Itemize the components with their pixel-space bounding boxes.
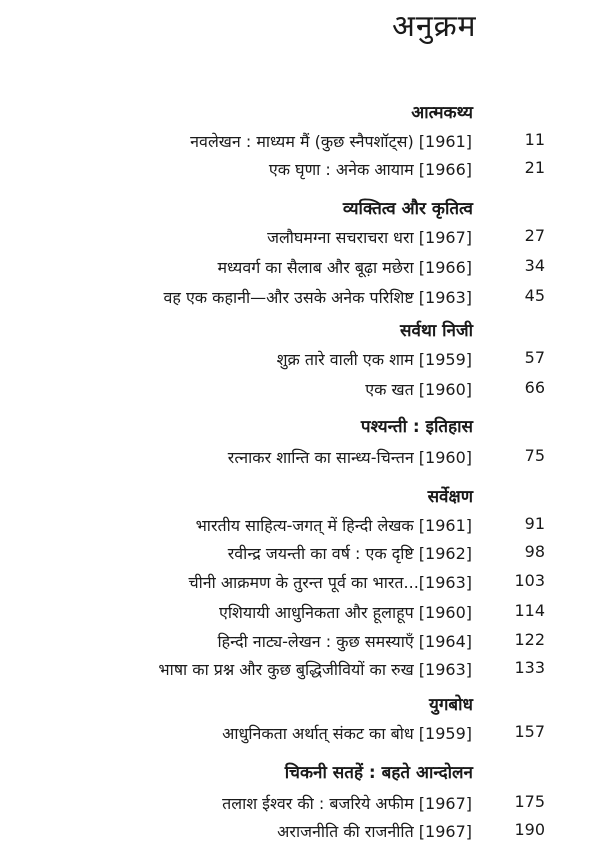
toc-entry-page-number: 114 xyxy=(514,601,545,620)
toc-entry-page-number: 21 xyxy=(524,158,545,177)
toc-entry-title[interactable]: तलाश ईश्वर की : बजरिये अफीम [1967] xyxy=(222,794,472,813)
toc-entry-title[interactable]: एक घृणा : अनेक आयाम [1966] xyxy=(268,160,472,179)
toc-entry-title[interactable]: हिन्दी नाट्य-लेखन : कुछ समस्याएँ [1964] xyxy=(217,632,472,651)
toc-entry-page-number: 175 xyxy=(514,792,545,811)
toc-entry-title[interactable]: जलौघमग्ना सचराचरा धरा [1967] xyxy=(267,228,472,247)
toc-entry-page-number: 98 xyxy=(524,542,545,561)
toc-entry-title[interactable]: एशियायी आधुनिकता और हूलाहूप [1960] xyxy=(218,603,472,622)
toc-entry-page-number: 91 xyxy=(524,514,545,533)
toc-entry-page-number: 57 xyxy=(524,348,545,367)
section-heading: सर्वेक्षण xyxy=(427,487,473,507)
toc-entry-title[interactable]: अराजनीति की राजनीति [1967] xyxy=(277,822,472,841)
toc-entry-title[interactable]: आधुनिकता अर्थात् संकट का बोध [1959] xyxy=(222,724,472,743)
toc-entry-title[interactable]: रत्नाकर शान्ति का सान्ध्य-चिन्तन [1960] xyxy=(227,448,472,467)
section-heading: सर्वथा निजी xyxy=(400,321,473,341)
toc-entry-page-number: 27 xyxy=(524,226,545,245)
section-heading: चिकनी सतहें : बहते आन्दोलन xyxy=(284,763,473,783)
toc-entry-page-number: 122 xyxy=(514,630,545,649)
toc-entry-title[interactable]: भारतीय साहित्य-जगत् में हिन्दी लेखक [1961] xyxy=(195,516,472,535)
toc-entry-page-number: 11 xyxy=(524,130,545,149)
toc-entry-title[interactable]: चीनी आक्रमण के तुरन्त पूर्व का भारत...[1963] xyxy=(188,573,472,592)
section-heading: पश्यन्ती : इतिहास xyxy=(360,417,473,437)
section-heading: व्यक्तित्व और कृतित्व xyxy=(342,199,473,219)
toc-entry-page-number: 190 xyxy=(514,820,545,839)
toc-entry-title[interactable]: वह एक कहानी—और उसके अनेक परिशिष्ट [1963] xyxy=(163,288,472,307)
section-heading: युगबोध xyxy=(429,695,473,715)
toc-entry-title[interactable]: भाषा का प्रश्न और कुछ बुद्धिजीवियों का रुख [1963] xyxy=(158,660,472,679)
toc-entry-title[interactable]: शुक्र तारे वाली एक शाम [1959] xyxy=(276,350,472,369)
toc-entry-title[interactable]: नवलेखन : माध्यम मैं (कुछ स्नैपशॉट्स) [1961] xyxy=(190,132,472,151)
toc-entry-page-number: 66 xyxy=(524,378,545,397)
toc-entry-title[interactable]: एक खत [1960] xyxy=(365,380,472,399)
toc-entry-page-number: 34 xyxy=(524,256,545,275)
page-title: अनुक्रम xyxy=(392,9,477,44)
toc-entry-page-number: 157 xyxy=(514,722,545,741)
toc-entry-title[interactable]: मध्यवर्ग का सैलाब और बूढ़ा मछेरा [1966] xyxy=(217,258,472,277)
section-heading: आत्मकथ्य xyxy=(411,103,473,123)
toc-entry-page-number: 45 xyxy=(524,286,545,305)
toc-entry-page-number: 133 xyxy=(514,658,545,677)
toc-entry-title[interactable]: रवीन्द्र जयन्ती का वर्ष : एक दृष्टि [1962] xyxy=(227,544,472,563)
toc-entry-page-number: 103 xyxy=(514,571,545,590)
toc-entry-page-number: 75 xyxy=(524,446,545,465)
